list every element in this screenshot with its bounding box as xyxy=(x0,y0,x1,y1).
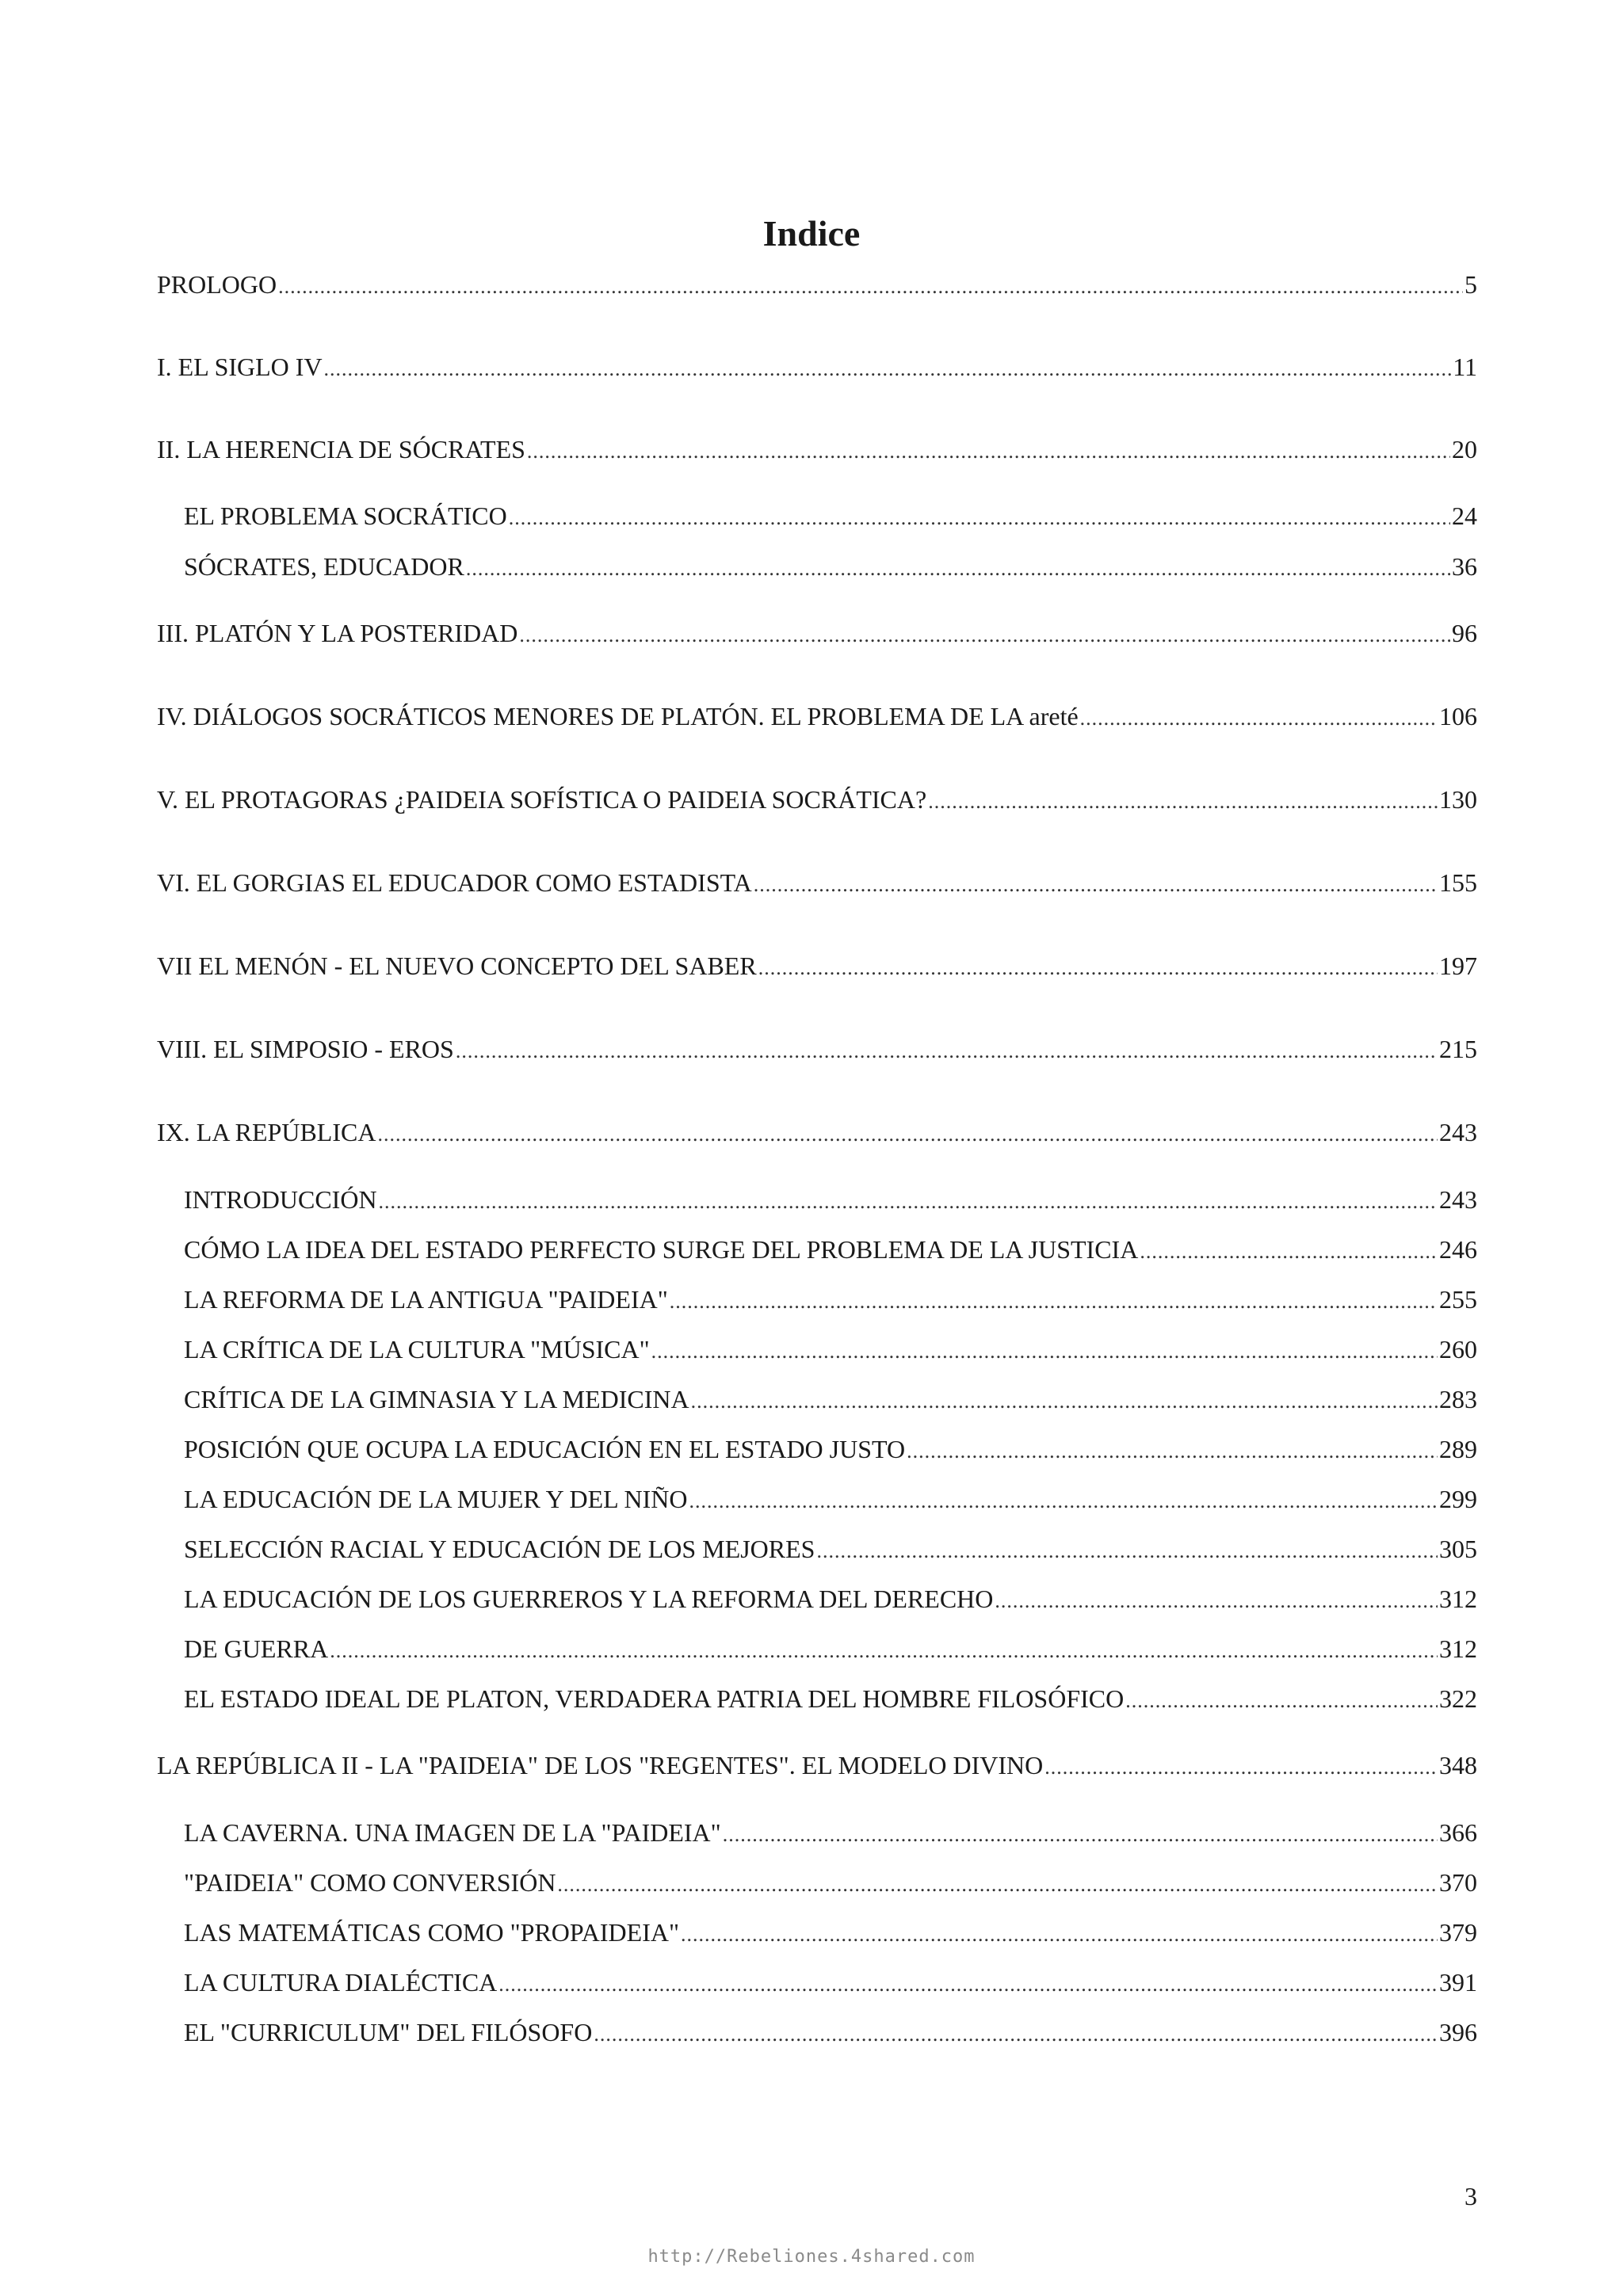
toc-entry-page: 370 xyxy=(1439,1868,1477,1897)
toc-entry-page: 5 xyxy=(1465,270,1477,299)
toc-entry-page: 312 xyxy=(1439,1585,1477,1613)
toc-entry-page: 11 xyxy=(1453,353,1477,381)
toc-subentry[interactable] xyxy=(184,1814,1477,1851)
toc-entry-label: "PAIDEIA" COMO CONVERSIÓN xyxy=(184,1868,556,1897)
toc-entry-page: 289 xyxy=(1439,1435,1477,1463)
toc-dot-leader xyxy=(928,784,1438,820)
toc-entry-page: 106 xyxy=(1439,702,1477,730)
toc-dot-leader xyxy=(1125,1683,1438,1719)
toc-dot-leader xyxy=(723,1817,1438,1853)
toc-entry-page: 130 xyxy=(1439,785,1477,814)
toc-dot-leader xyxy=(527,433,1450,470)
toc-dot-leader xyxy=(594,2016,1438,2053)
toc-entry-label: SELECCIÓN RACIAL Y EDUCACIÓN DE LOS MEJORES xyxy=(184,1535,815,1563)
toc-subentry[interactable] xyxy=(184,1281,1477,1318)
toc-entry-page: 246 xyxy=(1439,1235,1477,1264)
toc-entry-page: 155 xyxy=(1439,868,1477,897)
toc-entry-label: LA EDUCACIÓN DE LA MUJER Y DEL NIÑO xyxy=(184,1485,688,1513)
toc-entry-label: EL "CURRICULUM" DEL FILÓSOFO xyxy=(184,2018,593,2046)
toc-entry-page: 20 xyxy=(1452,435,1477,463)
toc-dot-leader xyxy=(816,1533,1438,1569)
toc-dot-leader xyxy=(758,950,1438,986)
toc-dot-leader xyxy=(995,1583,1438,1619)
toc-dot-leader xyxy=(651,1333,1438,1370)
toc-dot-leader xyxy=(324,351,1452,387)
toc-subentry[interactable] xyxy=(184,1680,1477,1717)
toc-dot-leader xyxy=(689,1483,1438,1520)
toc-entry-chapter-9[interactable] xyxy=(157,1114,1477,1150)
toc-entry-chapter-5[interactable] xyxy=(157,781,1477,818)
toc-dot-leader xyxy=(907,1433,1438,1470)
toc-entry-page: 36 xyxy=(1452,552,1477,581)
toc-entry-label: V. EL PROTAGORAS ¿PAIDEIA SOFÍSTICA O PAIDEIA SOCRÁTICA? xyxy=(157,785,927,814)
toc-entry-page: 96 xyxy=(1452,619,1477,647)
toc-subentry[interactable] xyxy=(184,1630,1477,1667)
toc-subentry[interactable] xyxy=(184,1181,1477,1218)
toc-subentry[interactable] xyxy=(184,2014,1477,2050)
toc-entry-page: 379 xyxy=(1439,1918,1477,1947)
toc-entry-page: 215 xyxy=(1439,1035,1477,1063)
toc-dot-leader xyxy=(519,617,1450,654)
toc-entry-label: CÓMO LA IDEA DEL ESTADO PERFECTO SURGE DEL PROBLEMA DE LA JUSTICIA xyxy=(184,1235,1139,1264)
toc-dot-leader xyxy=(466,551,1450,587)
toc-entry-page: 243 xyxy=(1439,1118,1477,1146)
toc-entry-label: III. PLATÓN Y LA POSTERIDAD xyxy=(157,619,518,647)
toc-subentry[interactable] xyxy=(184,1431,1477,1467)
toc-subentry[interactable] xyxy=(184,1231,1477,1268)
toc-entry-page: 24 xyxy=(1452,502,1477,530)
footer-url: http://Rebeliones.4shared.com xyxy=(647,2247,976,2267)
toc-dot-leader xyxy=(509,500,1450,536)
toc-entry-label: SÓCRATES, EDUCADOR xyxy=(184,552,464,581)
toc-entry-page: 283 xyxy=(1439,1385,1477,1413)
toc-entry-label: POSICIÓN QUE OCUPA LA EDUCACIÓN EN EL ESTADO JUSTO xyxy=(184,1435,906,1463)
toc-subentry[interactable] xyxy=(184,1964,1477,2000)
toc-subentry[interactable] xyxy=(184,1914,1477,1951)
toc-dot-leader xyxy=(691,1383,1438,1420)
toc-entry-chapter-1[interactable] xyxy=(157,349,1477,385)
toc-entry-label: VI. EL GORGIAS EL EDUCADOR COMO ESTADISTA xyxy=(157,868,752,897)
toc-entry-chapter-3[interactable] xyxy=(157,615,1477,651)
toc-entry-chapter-6[interactable] xyxy=(157,864,1477,901)
toc-entry-chapter-4[interactable] xyxy=(157,698,1477,734)
toc-dot-leader xyxy=(456,1033,1438,1070)
toc-entry-label: IX. LA REPÚBLICA xyxy=(157,1118,376,1146)
toc-entry-page: 255 xyxy=(1439,1285,1477,1314)
toc-subentry[interactable] xyxy=(184,1331,1477,1367)
toc-entry-label: IV. DIÁLOGOS SOCRÁTICOS MENORES DE PLATÓN. EL PROBLEMA DE LA areté xyxy=(157,702,1079,730)
toc-entry-label: LAS MATEMÁTICAS COMO "PROPAIDEIA" xyxy=(184,1918,680,1947)
page-title: Indice xyxy=(762,212,861,254)
toc-entry-label: PROLOGO xyxy=(157,270,277,299)
toc-entry-label: DE GUERRA xyxy=(184,1634,329,1663)
toc-entry-page: 366 xyxy=(1439,1818,1477,1847)
toc-dot-leader xyxy=(330,1633,1438,1669)
toc-subentry[interactable] xyxy=(184,498,1477,534)
toc-entry-label: II. LA HERENCIA DE SÓCRATES xyxy=(157,435,525,463)
toc-entry-page: 305 xyxy=(1439,1535,1477,1563)
toc-entry-label: LA CAVERNA. UNA IMAGEN DE LA "PAIDEIA" xyxy=(184,1818,721,1847)
toc-entry-label: VII EL MENÓN - EL NUEVO CONCEPTO DEL SABER xyxy=(157,952,757,980)
toc-entry-label: EL ESTADO IDEAL DE PLATON, VERDADERA PATRIA DEL HOMBRE FILOSÓFICO xyxy=(184,1684,1125,1713)
toc-subentry[interactable] xyxy=(184,1531,1477,1567)
toc-subentry[interactable] xyxy=(184,1581,1477,1617)
toc-entry-page: 391 xyxy=(1439,1968,1477,1997)
toc-entry-label: I. EL SIGLO IV xyxy=(157,353,323,381)
toc-subentry[interactable] xyxy=(184,1864,1477,1901)
toc-dot-leader xyxy=(278,269,1463,305)
toc-entry-chapter-8[interactable] xyxy=(157,1031,1477,1067)
toc-entry-page: 299 xyxy=(1439,1485,1477,1513)
toc-dot-leader xyxy=(1080,700,1438,737)
toc-entry-label: LA EDUCACIÓN DE LOS GUERREROS Y LA REFORMA DEL DERECHO xyxy=(184,1585,994,1613)
toc-dot-leader xyxy=(498,1966,1438,2003)
toc-entry-label: EL PROBLEMA SOCRÁTICO xyxy=(184,502,507,530)
toc-dot-leader xyxy=(377,1116,1438,1153)
toc-entry-page: 322 xyxy=(1439,1684,1477,1713)
toc-subentry[interactable] xyxy=(184,1381,1477,1417)
toc-dot-leader xyxy=(681,1917,1438,1953)
toc-entry-chapter-7[interactable] xyxy=(157,948,1477,984)
page-number: 3 xyxy=(1465,2182,1477,2210)
toc-entry-label: LA REFORMA DE LA ANTIGUA "PAIDEIA" xyxy=(184,1285,668,1314)
toc-dot-leader xyxy=(557,1867,1438,1903)
toc-dot-leader xyxy=(1044,1749,1438,1786)
toc-entry-page: 348 xyxy=(1439,1751,1477,1779)
toc-entry-chapter-2[interactable] xyxy=(157,431,1477,467)
toc-entry-page: 260 xyxy=(1439,1335,1477,1363)
toc-entry-label: INTRODUCCIÓN xyxy=(184,1185,377,1214)
toc-entry-page: 243 xyxy=(1439,1185,1477,1214)
toc-entry-label: VIII. EL SIMPOSIO - EROS xyxy=(157,1035,454,1063)
toc-dot-leader xyxy=(670,1283,1438,1320)
toc-entry-label: LA CULTURA DIALÉCTICA xyxy=(184,1968,498,1997)
toc-entry-chapter-9-part-2[interactable] xyxy=(157,1747,1477,1783)
toc-entry-page: 197 xyxy=(1439,952,1477,980)
toc-entry-page: 396 xyxy=(1439,2018,1477,2046)
toc-entry-page: 312 xyxy=(1439,1634,1477,1663)
toc-dot-leader xyxy=(1140,1234,1438,1270)
toc-entry-label: CRÍTICA DE LA GIMNASIA Y LA MEDICINA xyxy=(184,1385,689,1413)
toc-subentry[interactable] xyxy=(184,548,1477,585)
toc-entry-label: LA CRÍTICA DE LA CULTURA "MÚSICA" xyxy=(184,1335,650,1363)
toc-subentry[interactable] xyxy=(184,1481,1477,1517)
toc-entry-label: LA REPÚBLICA II - LA "PAIDEIA" DE LOS "REGENTES". EL MODELO DIVINO xyxy=(157,1751,1044,1779)
toc-dot-leader xyxy=(379,1184,1438,1220)
toc-entry-prologo[interactable] xyxy=(157,266,1477,303)
toc-dot-leader xyxy=(754,867,1438,903)
